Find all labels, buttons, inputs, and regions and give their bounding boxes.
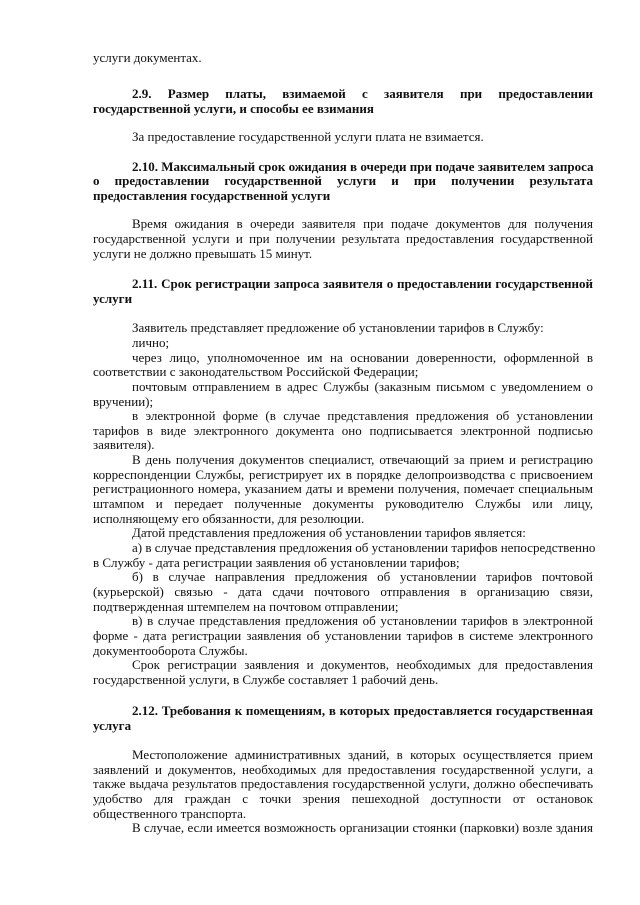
body-text-line: б) в случае направления предложения об установлении тарифов почтовой (132, 569, 593, 584)
body-text-line: подтвержденная штемпелем на почтовом отправлении; (93, 599, 399, 614)
body-text-line: (курьерской) связью - дата сдачи почтового отправления в организацию связи, (93, 584, 593, 599)
body-text-line: также выдача результатов предоставления государственной услуги, должно обеспечивать (93, 776, 593, 791)
section-heading-line: государственной услуги, и способы ее взимания (93, 101, 374, 116)
body-text-line: регистрационного номера, указанием даты и времени получения, помечает специальным (93, 481, 593, 496)
body-text-line: Время ожидания в очереди заявителя при подаче документов для получения (132, 216, 593, 231)
body-text-line: услуги документах. (93, 50, 202, 65)
body-text-line: исполняющему его обязанности, для резолюции. (93, 511, 365, 526)
body-text-line: тарифов в виде электронного документа оно подписывается электронной подписью (93, 423, 593, 438)
section-heading-line: 2.9. Размер платы, взимаемой с заявителя при предоставлении (132, 86, 593, 101)
body-text-line: штампом и передает полученные документы руководителю Службы или лицу, (93, 496, 593, 511)
section-heading-line: 2.12. Требования к помещениям, в которых предоставляется государственная (132, 703, 593, 718)
body-text-line: Заявитель представляет предложение об установлении тарифов в Службу: (132, 320, 544, 335)
body-text-line: вручении); (93, 394, 154, 409)
body-text-line: Местоположение административных зданий, в которых осуществляется прием (132, 747, 593, 762)
body-text-line: соответствии с законодательством Российской Федерации; (93, 364, 419, 379)
section-heading-line: 2.10. Максимальный срок ожидания в очереди при подаче заявителем запроса (132, 159, 594, 174)
body-text-line: в) в случае представления предложения об установлении тарифов в электронной (132, 613, 593, 628)
body-text-line: Срок регистрации заявления и документов, необходимых для предоставления (132, 657, 593, 672)
body-text-line: За предоставление государственной услуги плата не взимается. (132, 129, 484, 144)
body-text-line: документооборота Службы. (93, 643, 248, 658)
body-text-line: в электронной форме (в случае представления предложения об установлении (132, 408, 593, 423)
body-text-line: В день получения документов специалист, отвечающий за прием и регистрацию (132, 452, 593, 467)
body-text-line: почтовым отправлением в адрес Службы (заказным письмом с уведомлением о (132, 379, 593, 394)
section-heading-line: услуги (93, 291, 133, 306)
body-text-line: а) в случае представления предложения об установлении тарифов непосредственно (132, 540, 596, 555)
body-text-line: удобство для граждан с точки зрения пешеходной доступности от остановок (93, 791, 593, 806)
body-text-line: заявителя). (93, 437, 155, 452)
body-text-line: услуги не должно превышать 15 минут. (93, 246, 313, 261)
body-text-line: общественного транспорта. (93, 806, 247, 821)
body-text-line: государственной услуги и при получении результата предоставления государственной (93, 231, 593, 246)
body-text-line: государственной услуги, в Службе составляет 1 рабочий день. (93, 672, 439, 687)
section-heading-line: о предоставлении государственной услуги и при получении результата (93, 173, 593, 188)
section-heading-line: услуга (93, 718, 132, 733)
body-text-line: Датой представления предложения об установлении тарифов является: (132, 525, 526, 540)
body-text-line: форме - дата регистрации заявления об установлении тарифов в системе электронного (93, 628, 593, 643)
body-text-line: заявлений и документов, необходимых для предоставления государственной услуги, а (93, 762, 593, 777)
body-text-line: В случае, если имеется возможность организации стоянки (парковки) возле здания (132, 820, 593, 835)
section-heading-line: 2.11. Срок регистрации запроса заявителя о предоставлении государственной (132, 276, 593, 291)
body-text-line: корреспонденции Службы, регистрирует их в порядке делопроизводства с присвоением (93, 467, 593, 482)
body-text-line: в Службу - дата регистрации заявления об установлении тарифов; (93, 555, 460, 570)
section-heading-line: предоставления государственной услуги (93, 188, 331, 203)
body-text-line: через лицо, уполномоченное им на основании доверенности, оформленной в (132, 350, 593, 365)
body-text-line: лично; (132, 335, 170, 350)
